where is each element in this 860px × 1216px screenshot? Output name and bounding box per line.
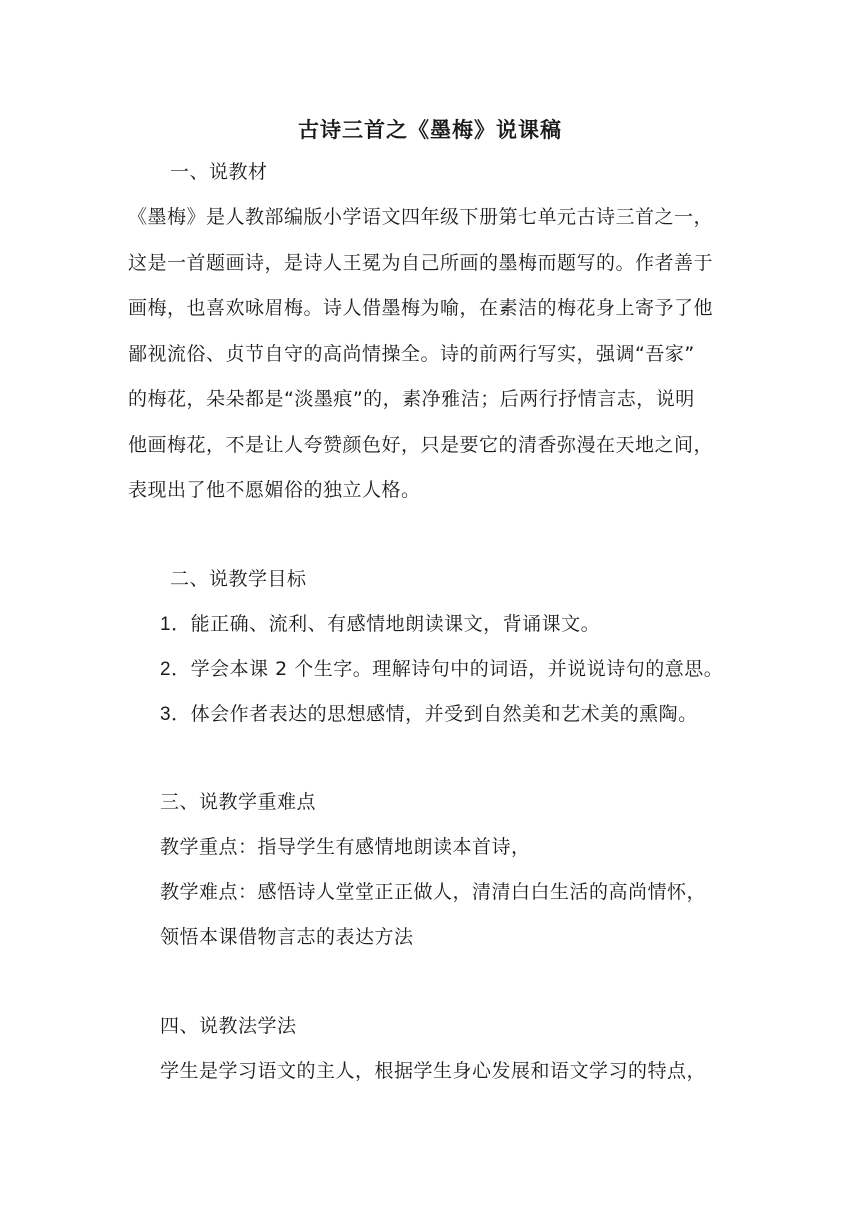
document-title: 古诗三首之《墨梅》说课稿 [298, 118, 562, 142]
paragraph-line: 这是一首题画诗，是诗人王冕为自己所画的墨梅而题写的。作者善于 [128, 252, 714, 274]
list-item-text: 学会本课 2 个生字。理解诗句中的词语，并说说诗句的意思。 [190, 658, 724, 680]
section-heading-textbook: 一、说教材 [170, 161, 268, 183]
list-item-text: 能正确、流利、有感情地朗读课文，背诵课文。 [190, 613, 601, 635]
list-item-number: 1． [160, 614, 191, 635]
paragraph-line: 《墨梅》是人教部编版小学语文四年级下册第七单元古诗三首之一， [128, 206, 714, 228]
paragraph-line: 教学难点：感悟诗人堂堂正正做人，清清白白生活的高尚情怀， [160, 881, 707, 903]
list-item [160, 657, 723, 682]
section-heading-objectives: 二、说教学目标 [170, 568, 307, 590]
paragraph-line: 领悟本课借物言志的表达方法 [160, 926, 414, 948]
paragraph-line: 教学重点：指导学生有感情地朗读本首诗， [160, 836, 531, 858]
paragraph-line: 学生是学习语文的主人，根据学生身心发展和语文学习的特点， [160, 1060, 707, 1082]
section-heading-key-points: 三、说教学重难点 [160, 791, 317, 813]
paragraph-line: 鄙视流俗、贞节自守的高尚情操全。诗的前两行写实，强调“吾家” [128, 343, 695, 365]
paragraph-line: 表现出了他不愿媚俗的独立人格。 [128, 479, 421, 501]
list-item-number: 3． [160, 704, 191, 725]
paragraph-line: 的梅花，朵朵都是“淡墨痕”的，素净雅洁；后两行抒情言志，说明 [128, 388, 695, 410]
list-item [160, 702, 698, 727]
paragraph-line: 他画梅花，不是让人夸赞颜色好，只是要它的清香弥漫在天地之间， [128, 434, 714, 456]
list-item [160, 612, 600, 637]
list-item-number: 2． [160, 659, 191, 680]
list-item-text: 体会作者表达的思想感情，并受到自然美和艺术美的熏陶。 [190, 703, 698, 725]
section-heading-methods: 四、说教法学法 [160, 1015, 297, 1037]
paragraph-line: 画梅，也喜欢咏眉梅。诗人借墨梅为喻，在素洁的梅花身上寄予了他 [128, 297, 714, 319]
